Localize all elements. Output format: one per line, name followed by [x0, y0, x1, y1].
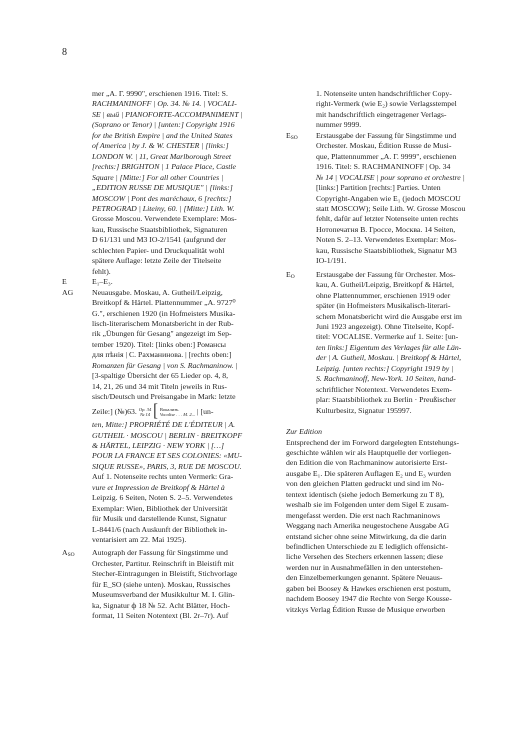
- zeile-opus-no: № 14: [140, 411, 151, 417]
- source-entry-e: [62, 277, 274, 287]
- zeile-opus: Op. 34: [138, 406, 152, 412]
- siglum-letter: A: [62, 548, 68, 558]
- text-line: von den gleichen Platten gedruckt und sind im No-: [286, 479, 444, 489]
- text-line: mer „A. Г. 9990", erschienen 1916. Titel: S.: [92, 89, 228, 98]
- text-line: nummer 9999.: [316, 120, 362, 130]
- text-line: ausgabe E₁. Die späteren Auflagen E₂ und E₃ wurden: [286, 468, 451, 478]
- text-line: ka, Signatur ф 18 № 52. Acht Blätter, Hoch-: [92, 600, 231, 610]
- siglum-letter: E: [286, 269, 291, 279]
- source-siglum: [286, 131, 298, 143]
- text-line: statt MOSCOW); Seile Lith. W. Grosse Moscou: [316, 203, 466, 213]
- text-line: Orchester. Moskau, Édition Russe de Musi-: [316, 141, 452, 151]
- text-line: 1. Notenseite unten handschriftlicher Copy-: [316, 89, 452, 98]
- text-line: 14, 21, 26 und 34 mit Titeln jeweils in Rus-: [92, 381, 227, 391]
- right-column: [286, 89, 476, 615]
- text-line: D 61/131 und M3 IO-2/1541 (aufgrund der: [92, 235, 226, 245]
- text-line: ten, Mitte:] PROPRIÉTÉ DE L'ÉDITEUR | A.: [92, 420, 236, 430]
- source-entry-aso: [62, 548, 274, 621]
- text-line: Grosse Moscou. Verwendete Exemplare: Mos-: [92, 214, 237, 224]
- text-line: schriftlicher Notentext. Verwendetes Exem-: [316, 384, 452, 394]
- source-entry-eso: [286, 131, 476, 267]
- text-line: Museumsverband der Musikkultur M. I. Glin-: [92, 590, 235, 600]
- text-line: den Edition die von Rachmaninow autorisierte Erst-: [286, 458, 448, 468]
- text-line: gaben bei Boosey & Hawkes erschienen erst postum,: [286, 583, 451, 593]
- text-line: Exemplar: Wien, Bibliothek der Universität: [92, 503, 228, 513]
- text-line: № 14 | VOCALISE | pour soprano et orchestre |: [316, 172, 465, 182]
- text-line: Juni 1923 angezeigt). Ohne Titelseite, Kopf-: [316, 321, 454, 331]
- text-line: for the British Empire | and the United States: [92, 130, 233, 140]
- text-line: Neuausgabe. Moskau, A. Gutheil/Leipzig,: [92, 287, 223, 297]
- text-line: Square | [Mitte:] For all other Countries |: [92, 172, 224, 182]
- zeile-line: [92, 401, 274, 421]
- text-line: [3-spaltige Übersicht der 65 Lieder op. 4, 8,: [92, 371, 229, 381]
- text-line: mengefasst werden. Die erst nach Rachmaninows: [286, 510, 441, 520]
- text-line: Orchester, Partitur. Reinschrift in Bleistift mit: [92, 558, 234, 568]
- text-line: schem Monatsbericht wird die Ausgabe erst im: [316, 311, 462, 321]
- text-line: sisch/Deutsch und Preisangabe in Mark: letzte: [92, 392, 236, 402]
- siglum-subscript: SO: [67, 552, 75, 559]
- text-line: S. Rachmaninoff, New-York. 10 Seiten, hand-: [316, 374, 456, 384]
- text-line: kau, A. Gutheil/Leipzig, Breitkopf & Härtel,: [316, 280, 454, 290]
- siglum-letter: E: [286, 130, 291, 140]
- page-number: 8: [62, 47, 67, 58]
- text-line: of America | by J. & W. CHESTER | [links:]: [92, 141, 229, 151]
- text-line: vitzkys Verlag Édition Russe de Musique erworben: [286, 604, 446, 614]
- text-line: spätere Auflage: letzte Zeile der Titelseite: [92, 256, 222, 266]
- brace-glyph: [: [153, 401, 158, 421]
- siglum-subscript: SO: [290, 134, 298, 141]
- text-line: E₁–E₃.: [92, 277, 113, 287]
- text-line: L-8441/6 (nach Auskunft der Bibliothek in-: [92, 524, 228, 534]
- text-line: titel: VOCALISE. Vermerke auf 1. Seite: [un-: [316, 332, 459, 342]
- text-line: RACHMANINOFF | Op. 34. № 14. | VOCALI-: [92, 99, 237, 109]
- text-line: Leipzig. 6 Seiten, Noten S. 2–5. Verwendetes: [92, 493, 233, 503]
- text-line: Erstausgabe der Fassung für Orchester. Mos-: [316, 269, 456, 279]
- text-line: que, Plattennummer „A. Г. 9999", erschienen: [316, 151, 457, 161]
- text-line: G.", erschienen 1920 (in Hofmeisters Musika-: [92, 308, 236, 318]
- zeile-title-ru: Вокализъ.: [159, 406, 180, 412]
- section-heading: Zur Edition: [286, 427, 322, 437]
- text-line: ten links:] Eigentum des Verlages für alle Län-: [316, 342, 462, 352]
- text-line: Breitkopf & Härtel. Plattennummer „A. 9727⁰: [92, 298, 236, 308]
- text-line: lisch-literarischem Monatsbericht in der Rub-: [92, 318, 234, 328]
- text-line: Romanzen für Gesang | von S. Rachmaninow. |: [92, 360, 238, 370]
- text-line: entstand sicher ohne seine Mitwirkung, da die darin: [286, 531, 447, 541]
- zeile-suffix: | [un-: [197, 406, 214, 416]
- text-line: & HÄRTEL, LEIPZIG · NEW YORK | […]: [92, 440, 224, 450]
- text-line: Autograph der Fassung für Singstimme und: [92, 548, 228, 558]
- text-line: GUTHEIL · MOSCOU | BERLIN · BREITKOPF: [92, 430, 243, 440]
- source-siglum: E: [62, 277, 67, 287]
- text-line: liche Versehen des Stechers erkennen lassen; diese: [286, 552, 443, 562]
- left-column: [62, 89, 274, 622]
- text-line: SE | вый | PIANOFORTE-ACCOMPANIMENT |: [92, 109, 243, 119]
- text-line: format, 11 Seiten Notentext (Bl. 2r–7r). Auf: [92, 611, 229, 621]
- text-line: nachdem Boosey 1947 die Rechte von Serge Kousse-: [286, 594, 452, 604]
- text-line: PETROGRAD | Liteiny, 60. | [Mitte:] Lith. W.: [92, 203, 235, 213]
- text-line: Kulturbesitz, Signatur 195997.: [316, 405, 412, 415]
- text-line: для пѣнія | С. Рахманинова. | [rechts oben:]: [92, 350, 232, 360]
- text-line: plar: Staatsbibliothek zu Berlin · Preußischer: [316, 395, 456, 405]
- text-line: schlechten Papier- und Druckqualität wohl: [92, 245, 225, 255]
- zeile-title-de: Vocalise . . . M. 2.–: [159, 411, 196, 417]
- text-line: 1916. Titel: S. RACHMANINOFF | Op. 34: [316, 162, 451, 172]
- text-line: tentext identisch (siehe jedoch Bemerkung zu T 8),: [286, 489, 445, 499]
- siglum-subscript: O: [290, 273, 295, 280]
- text-line: [rechts:] BRIGHTON | 1 Palace Place, Castle: [92, 162, 236, 172]
- text-line: den Einzelbemerkungen genannt. Spätere Neuaus-: [286, 573, 443, 583]
- text-line: MOSCOW | Pont des maréchaux, 6 [rechts:]: [92, 193, 232, 203]
- source-siglum: [62, 548, 75, 560]
- text-line: Copyright-Angaben wie E₁ (jedoch MOSCOU: [316, 193, 461, 203]
- text-line: fehlt, dafür auf letzter Notenseite unten rechts: [316, 214, 459, 224]
- text-line: der | A. Gutheil, Moskau. | Breitkopf & Härtel,: [316, 353, 462, 363]
- text-line: rik „Übungen für Gesang" angezeigt im Sep-: [92, 329, 232, 339]
- intro-entry-continuation: [62, 89, 274, 277]
- source-siglum: AG: [62, 287, 74, 297]
- text-line: kau, Russische Staatsbibliothek, Signatur M3: [316, 245, 457, 255]
- text-line: SIQUE RUSSE», PARIS, 3, RUE DE MOSCOU.: [92, 461, 242, 471]
- text-line: vure et Impression de Breitkopf & Härtel à: [92, 482, 225, 492]
- text-line: für E_SO (siehe unten). Moskau, Russisches: [92, 579, 231, 589]
- text-line: kau, Russische Staatsbibliothek, Signaturen: [92, 224, 228, 234]
- text-line: ventarisiert am 22. Mai 1925).: [92, 535, 187, 545]
- text-line: LONDON W. | 11, Great Marlborough Street: [92, 151, 232, 161]
- text-line: ohne Plattennummer, erschienen 1919 oder: [316, 290, 451, 300]
- source-siglum: [286, 270, 295, 282]
- source-entry-eo: [286, 270, 476, 416]
- text-line: right-Vermerk (wie E₂) sowie Verlagsstempel: [316, 99, 457, 109]
- source-entry-ag: [62, 288, 274, 546]
- text-line: geschichte wählen wir als Hauptquelle der vorliegen-: [286, 447, 452, 457]
- text-line: (Soprano or Tenor) | [unten:] Copyright 1916: [92, 120, 235, 130]
- text-line: „EDITION RUSSE DE MUSIQUE" | [links:]: [92, 183, 233, 193]
- text-line: Stecher-Eintragungen in Bleistift, Stichvorlage: [92, 569, 238, 579]
- aso-entry-continuation: [286, 89, 476, 131]
- zeile-title-block: [160, 407, 195, 417]
- text-line: befindlichen Unterschiede zu E lediglich offensicht-: [286, 542, 448, 552]
- text-line: Entsprechend der im Forword dargelegten Entstehungs-: [286, 437, 460, 447]
- text-line: Auf 1. Notenseite rechts unten Vermerk: Gra-: [92, 472, 234, 482]
- text-line: [links:] Partition [rechts:] Parties. Unten: [316, 183, 441, 193]
- text-line: IO-1/191.: [316, 256, 347, 266]
- text-line: mit handschriftlich eingetragener Verlags-: [316, 109, 447, 119]
- text-line: werden nur in Ausnahmefällen in den unterstehen-: [286, 562, 443, 572]
- text-line: weshalb sie im Folgenden unter dem Sigel E zusam-: [286, 500, 449, 510]
- text-line: Нотопечатня В. Гроссе, Москва. 14 Seiten,: [316, 224, 456, 234]
- text-line: POUR LA FRANCE ET SES COLONIES: «MU-: [92, 451, 242, 461]
- text-line: Leipzig. [unten rechts:] Copyright 1919 by |: [316, 363, 454, 373]
- text-line: tember 1920). Titel: [links oben:] Романсы: [92, 339, 226, 349]
- text-line: später (in Hofmeisters Musikalisch-literari-: [316, 301, 451, 311]
- zeile-prefix: Zeile:] (№)63.: [92, 406, 137, 416]
- text-line: Noten S. 2–13. Verwendetes Exemplar: Mos-: [316, 235, 457, 245]
- text-line: für Musik und darstellende Kunst, Signatur: [92, 514, 227, 524]
- edition-prose: [286, 438, 476, 616]
- text-line: Erstausgabe der Fassung für Singstimme und: [316, 130, 457, 140]
- text-line: Weggang nach Amerika neugestochene Ausgabe AG: [286, 521, 450, 531]
- zeile-opus-block: [139, 407, 152, 417]
- text-line: fehlt).: [92, 266, 111, 276]
